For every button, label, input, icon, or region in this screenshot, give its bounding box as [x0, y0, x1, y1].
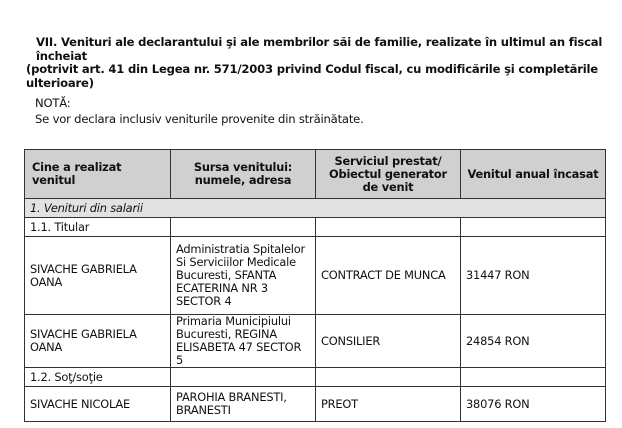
subgroup-row-spouse — [25, 368, 606, 387]
heading-line-3: ulterioare) — [26, 75, 94, 90]
group-label: 1. Venituri din salarii — [25, 199, 606, 218]
subgroup-row-holder — [25, 218, 606, 237]
group-row-salaries — [25, 199, 606, 218]
cell-income: 31447 RON — [461, 237, 606, 315]
cell-service: PREOT — [316, 387, 461, 422]
table-row — [25, 315, 606, 368]
cell-source: PAROHIA BRANESTI, BRANESTI — [171, 387, 316, 422]
cell-income: 24854 RON — [461, 315, 606, 368]
header-source: Sursa venitului: numele, adresa — [171, 150, 316, 199]
cell-service: CONTRACT DE MUNCA — [316, 237, 461, 315]
note-label: NOTĂ: — [35, 96, 71, 110]
section-heading — [26, 36, 616, 90]
cell-source: Primaria Municipiului Bucuresti, REGINA ELISABETA 47 SECTOR 5 — [171, 315, 316, 368]
table-row — [25, 237, 606, 315]
note-block — [35, 95, 364, 127]
table-row — [25, 387, 606, 422]
table-header-row — [25, 150, 606, 199]
cell-who: SIVACHE GABRIELA OANA — [25, 315, 171, 368]
empty-cell — [461, 368, 606, 387]
cell-income: 38076 RON — [461, 387, 606, 422]
subgroup-label: 1.2. Soţ/soţie — [25, 368, 171, 387]
empty-cell — [171, 218, 316, 237]
subgroup-label: 1.1. Titular — [25, 218, 171, 237]
income-table — [24, 149, 606, 422]
cell-service: CONSILIER — [316, 315, 461, 368]
note-text: Se vor declara inclusiv veniturile provenite din străinătate. — [35, 112, 364, 126]
cell-who: SIVACHE GABRIELA OANA — [25, 237, 171, 315]
empty-cell — [171, 368, 316, 387]
heading-line-1: VII. Venituri ale declarantului şi ale membrilor săi de familie, realizate în ultimul an fiscal încheiat — [36, 35, 603, 63]
empty-cell — [461, 218, 606, 237]
empty-cell — [316, 218, 461, 237]
header-income: Venitul anual încasat — [461, 150, 606, 199]
empty-cell — [316, 368, 461, 387]
cell-who: SIVACHE NICOLAE — [25, 387, 171, 422]
header-service: Serviciul prestat/ Obiectul generator de venit — [316, 150, 461, 199]
cell-source: Administratia Spitalelor Si Serviciilor Medicale Bucuresti, SFANTA ECATERINA NR 3 SECTOR 4 — [171, 237, 316, 315]
heading-line-2: (potrivit art. 41 din Legea nr. 571/2003 privind Codul fiscal, cu modificările şi completările — [26, 62, 598, 76]
header-who: Cine a realizat venitul — [25, 150, 171, 199]
